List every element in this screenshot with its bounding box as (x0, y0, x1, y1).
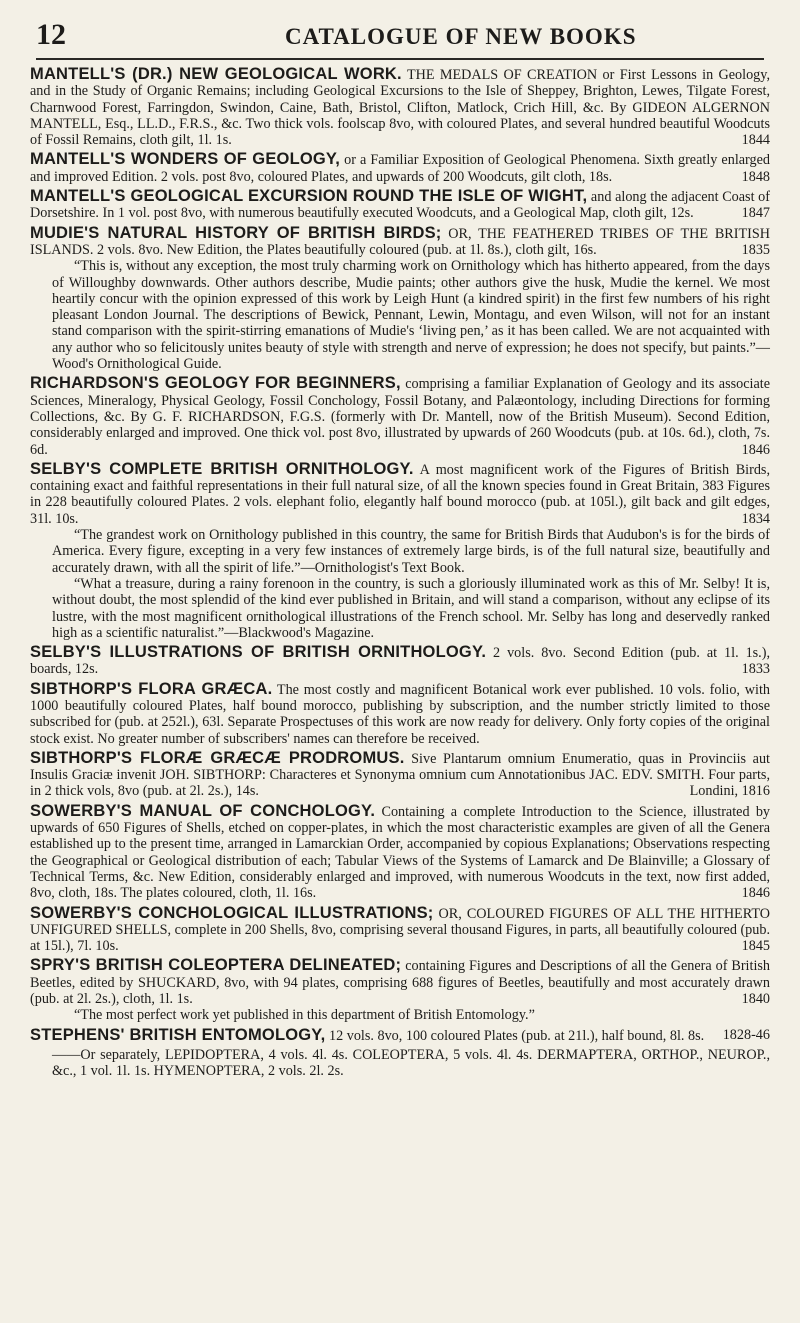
entry-description: Containing a complete Introduction to the Science, illustrated by upwards of 650 Figures of Shells, etched on copper-plates, in which the most characteristic examples are given of all the Genera established up to the present time, arranged in Lamarckian Order, accompanied by copious Explanations; Observations respecting the Geographical or Geological distribution of each; Tabular Views of the Systems of Lamarck and De Blainville; a Glossary of Technical Terms, &c. New Edition, considerably enlarged and improved, with numerous Woodcuts in the text, now first added, 8vo, cloth, 18s. The plates coloured, cloth, 1l. 16s. (30, 803, 771, 902)
entry-text (30, 905, 770, 955)
entry-year: 1846 (741, 885, 770, 902)
entry-text (30, 1027, 770, 1044)
running-header (30, 18, 770, 58)
catalogue-entry (30, 803, 770, 902)
catalogue-entry (30, 151, 770, 185)
entry-heading: RICHARDSON'S GEOLOGY FOR BEGINNERS, (30, 374, 401, 393)
entry-review-quote: “The grandest work on Ornithology published in this country, the same for British Birds that Audubon's is for the birds of America. Every figure, excepting in a very few instances of extremely large birds, is of the full natural size, beautifully and accurately drawn, with all the spirit of life.”—Ornithologist's Text Book. (52, 527, 770, 576)
entry-description: The most costly and magnificent Botanical work ever published. 10 vols. folio, with 1000 beautifully coloured Plates, half bound morocco, publishing by subscription, and the number strictly limited to those subscribed for (pub. at 252l.), 63l. Separate Prospectuses of this work are now ready for delivery. Only forty copies of the original stock exist. No greater number of subscribers' names can therefore be received. (30, 681, 770, 747)
entry-year: 1844 (741, 132, 770, 149)
entry-text (30, 957, 770, 1007)
entry-heading: MANTELL'S WONDERS OF GEOLOGY, (30, 150, 341, 169)
entry-text (30, 461, 770, 527)
catalogue-entry (30, 957, 770, 1023)
catalogue-entry (30, 750, 770, 800)
entry-heading: SOWERBY'S MANUAL OF CONCHOLOGY. (30, 801, 376, 820)
catalogue-entry (30, 461, 770, 641)
entry-text (30, 151, 770, 185)
entry-description: 12 vols. 8vo, 100 coloured Plates (pub. at 21l.), half bound, 8l. 8s. (329, 1027, 705, 1044)
entry-description: A most magnificent work of the Figures of British Birds, containing exact and faithful representations in their full natural size, of all the known species found in Great Britain, 383 Figures in 228 beautifully coloured Plates. 2 vols. elephant folio, elegantly half bound morocco (pub. at 105l.), gilt back and gilt edges, 31l. 10s. (30, 461, 770, 527)
entry-heading: SIBTHORP'S FLORA GRÆCA. (30, 679, 273, 698)
entry-heading: SIBTHORP'S FLORÆ GRÆCÆ PRODROMUS. (30, 748, 405, 767)
entry-description: containing Figures and Descriptions of all the Genera of British Beetles, edited by SHUCKARD, 8vo, with 94 plates, comprising 688 figures of Beetles, beautifully and most accurately drawn (pub. at 2l. 2s.), cloth, 1l. 1s. (30, 958, 770, 1008)
entry-year: 1846 (741, 441, 770, 458)
catalogue-entry (30, 681, 770, 747)
entry-text (30, 66, 770, 148)
catalogue-entry (30, 644, 770, 678)
entry-year: 1828-46 (722, 1026, 770, 1043)
entry-text (30, 225, 770, 259)
page-title: CATALOGUE OF NEW BOOKS (285, 24, 637, 49)
entry-heading: SOWERBY'S CONCHOLOGICAL ILLUSTRATIONS; (30, 903, 434, 922)
entry-heading: SELBY'S COMPLETE BRITISH ORNITHOLOGY. (30, 459, 414, 478)
entry-review-quote: “The most perfect work yet published in this department of British Entomology.” (74, 1007, 535, 1024)
catalogue-entry (30, 905, 770, 955)
catalogue-entry (30, 225, 770, 373)
entry-year: Londini, 1816 (689, 783, 770, 800)
entry-description: 2 vols. 8vo. Second Edition (pub. at 1l. 1s.), boards, 12s. (30, 645, 771, 678)
entry-description: and along the adjacent Coast of Dorsetshire. In 1 vol. post 8vo, with numerous beautifully executed Woodcuts, and a Geological Map, cloth gilt, 12s. (30, 189, 771, 222)
entry-heading: SELBY'S ILLUSTRATIONS OF BRITISH ORNITHOLOGY. (30, 643, 487, 662)
catalogue-entry (30, 66, 770, 148)
catalogue-entries (30, 66, 770, 1044)
entry-heading: MUDIE'S NATURAL HISTORY OF BRITISH BIRDS; (30, 223, 442, 242)
entry-year: 1848 (741, 168, 770, 185)
entry-heading: STEPHENS' BRITISH ENTOMOLOGY, (30, 1025, 326, 1044)
entry-description: OR, THE FEATHERED TRIBES OF THE BRITISH ISLANDS. 2 vols. 8vo. New Edition, the Plates beautifully coloured (pub. at 1l. 8s.), cloth gilt, 16s. (30, 225, 771, 258)
entry-year: 1847 (741, 205, 770, 222)
catalogue-entry (30, 375, 770, 457)
entry-description: Sive Plantarum omnium Enumeratio, quas in Provinciis aut Insulis Graciæ invenit JOH. SIBTHORP: Characteres et Synonyma omnium cum Annotationibus JAC. EDV. SMITH. Four parts, in 2 thick vols, 8vo (pub. at 2l. 2s.), 14s. (30, 750, 770, 800)
entry-text (30, 681, 770, 747)
entry-text (30, 644, 770, 678)
catalogue-entry (30, 188, 770, 222)
entry-year: 1833 (741, 661, 770, 678)
entry-heading: MANTELL'S (DR.) NEW GEOLOGICAL WORK. (30, 65, 402, 83)
entry-description: OR, COLOURED FIGURES OF ALL THE HITHERTO UNFIGURED SHELLS, complete in 200 Shells, 8vo, comprising several thousand Figures, in parts, all beautifully coloured (pub. at 15l.), 7l. 10s. (30, 905, 771, 955)
entry-description: comprising a familiar Explanation of Geology and its associate Sciences, Mineralogy, Physical Geology, Fossil Conchology, Fossil Botany, and Palæontology, including Directions for forming Collections, &c. By G. F. RICHARDSON, F.G.S. (formerly with Dr. Mantell, now of the British Museum). Second Edition, considerably enlarged and improved. One thick vol. post 8vo, illustrated by upwards of 260 Woodcuts (pub. at 10s. 6d.), cloth, 7s. 6d. (30, 376, 771, 458)
entry-heading: MANTELL'S GEOLOGICAL EXCURSION ROUND THE ISLE OF WIGHT, (30, 187, 588, 206)
entry-review-quote: “This is, without any exception, the most truly charming work on Ornithology which has hitherto appeared, from the days of Willoughby downwards. Other authors describe, Mudie paints; other authors give the husk, Mudie the kernel. We most heartily concur with the opinion expressed of this work by Leigh Hunt (a kindred spirit) in the first few numbers of his right pleasant London Journal. The descriptions of Bewick, Pennant, Lewin, Montagu, and even Wilson, will not for an instant stand comparison with the spirit-stirring emanations of Mudie's ‘living pen,’ as it has been called. We are not acquainted with any author who so felicitously unites beauty of style with strength and nerve of expression; he does not specify, but paints.”—Wood's Ornithological Guide. (52, 258, 770, 373)
page-number: 12 (36, 18, 66, 51)
entry-description: THE MEDALS OF CREATION or First Lessons in Geology, and in the Study of Organic Remains; including Geological Excursions to the Isle of Sheppey, Brighton, Lewes, Tilgate Forest, Charnwood Forest, Farringdon, Swindon, Caine, Bath, Bristol, Clifton, Matlock, Crich Hill, &c. By GIDEON ALGERNON MANTELL, Esq., LL.D., F.R.S., &c. Two thick vols. foolscap 8vo, with coloured Plates, and several hundred beautiful Woodcuts of Fossil Remains, cloth gilt, 1l. 1s. (30, 67, 770, 149)
entry-text (30, 803, 770, 902)
entry-review-quote: “What a treasure, during a rainy forenoon in the country, is such a gloriously illuminated work as this of Mr. Selby! It is, without doubt, the most splendid of the kind ever published in Britain, and will stand a comparison, without any eclipse of its lustre, with the most magnificent ornithological illustrations of the French school. Mr. Selby has long and deservedly ranked high as a scientific naturalist.”—Blackwood's Magazine. (52, 575, 770, 641)
entry-text (30, 750, 770, 800)
entry-year: 1835 (741, 241, 770, 258)
entry-year: 1845 (741, 938, 770, 955)
footer-note: ——Or separately, LEPIDOPTERA, 4 vols. 4l. 4s. COLEOPTERA, 5 vols. 4l. 4s. DERMAPTERA, ORTHOP., NEUROP., &c., 1 vol. 1l. 1s. HYMENOPTERA, 2 vols. 2l. 2s. (52, 1046, 770, 1080)
header-rule (36, 58, 764, 60)
entry-description: or a Familiar Exposition of Geological Phenomena. Sixth greatly enlarged and improved Edition. 2 vols. post 8vo, coloured Plates, and upwards of 200 Woodcuts, gilt cloth, 18s. (30, 152, 771, 185)
entry-text (30, 375, 770, 457)
entry-year: 1834 (741, 510, 770, 527)
entry-year: 1840 (741, 991, 770, 1008)
entry-heading: SPRY'S BRITISH COLEOPTERA DELINEATED; (30, 956, 402, 975)
catalogue-entry (30, 1027, 770, 1044)
entry-text (30, 188, 770, 222)
